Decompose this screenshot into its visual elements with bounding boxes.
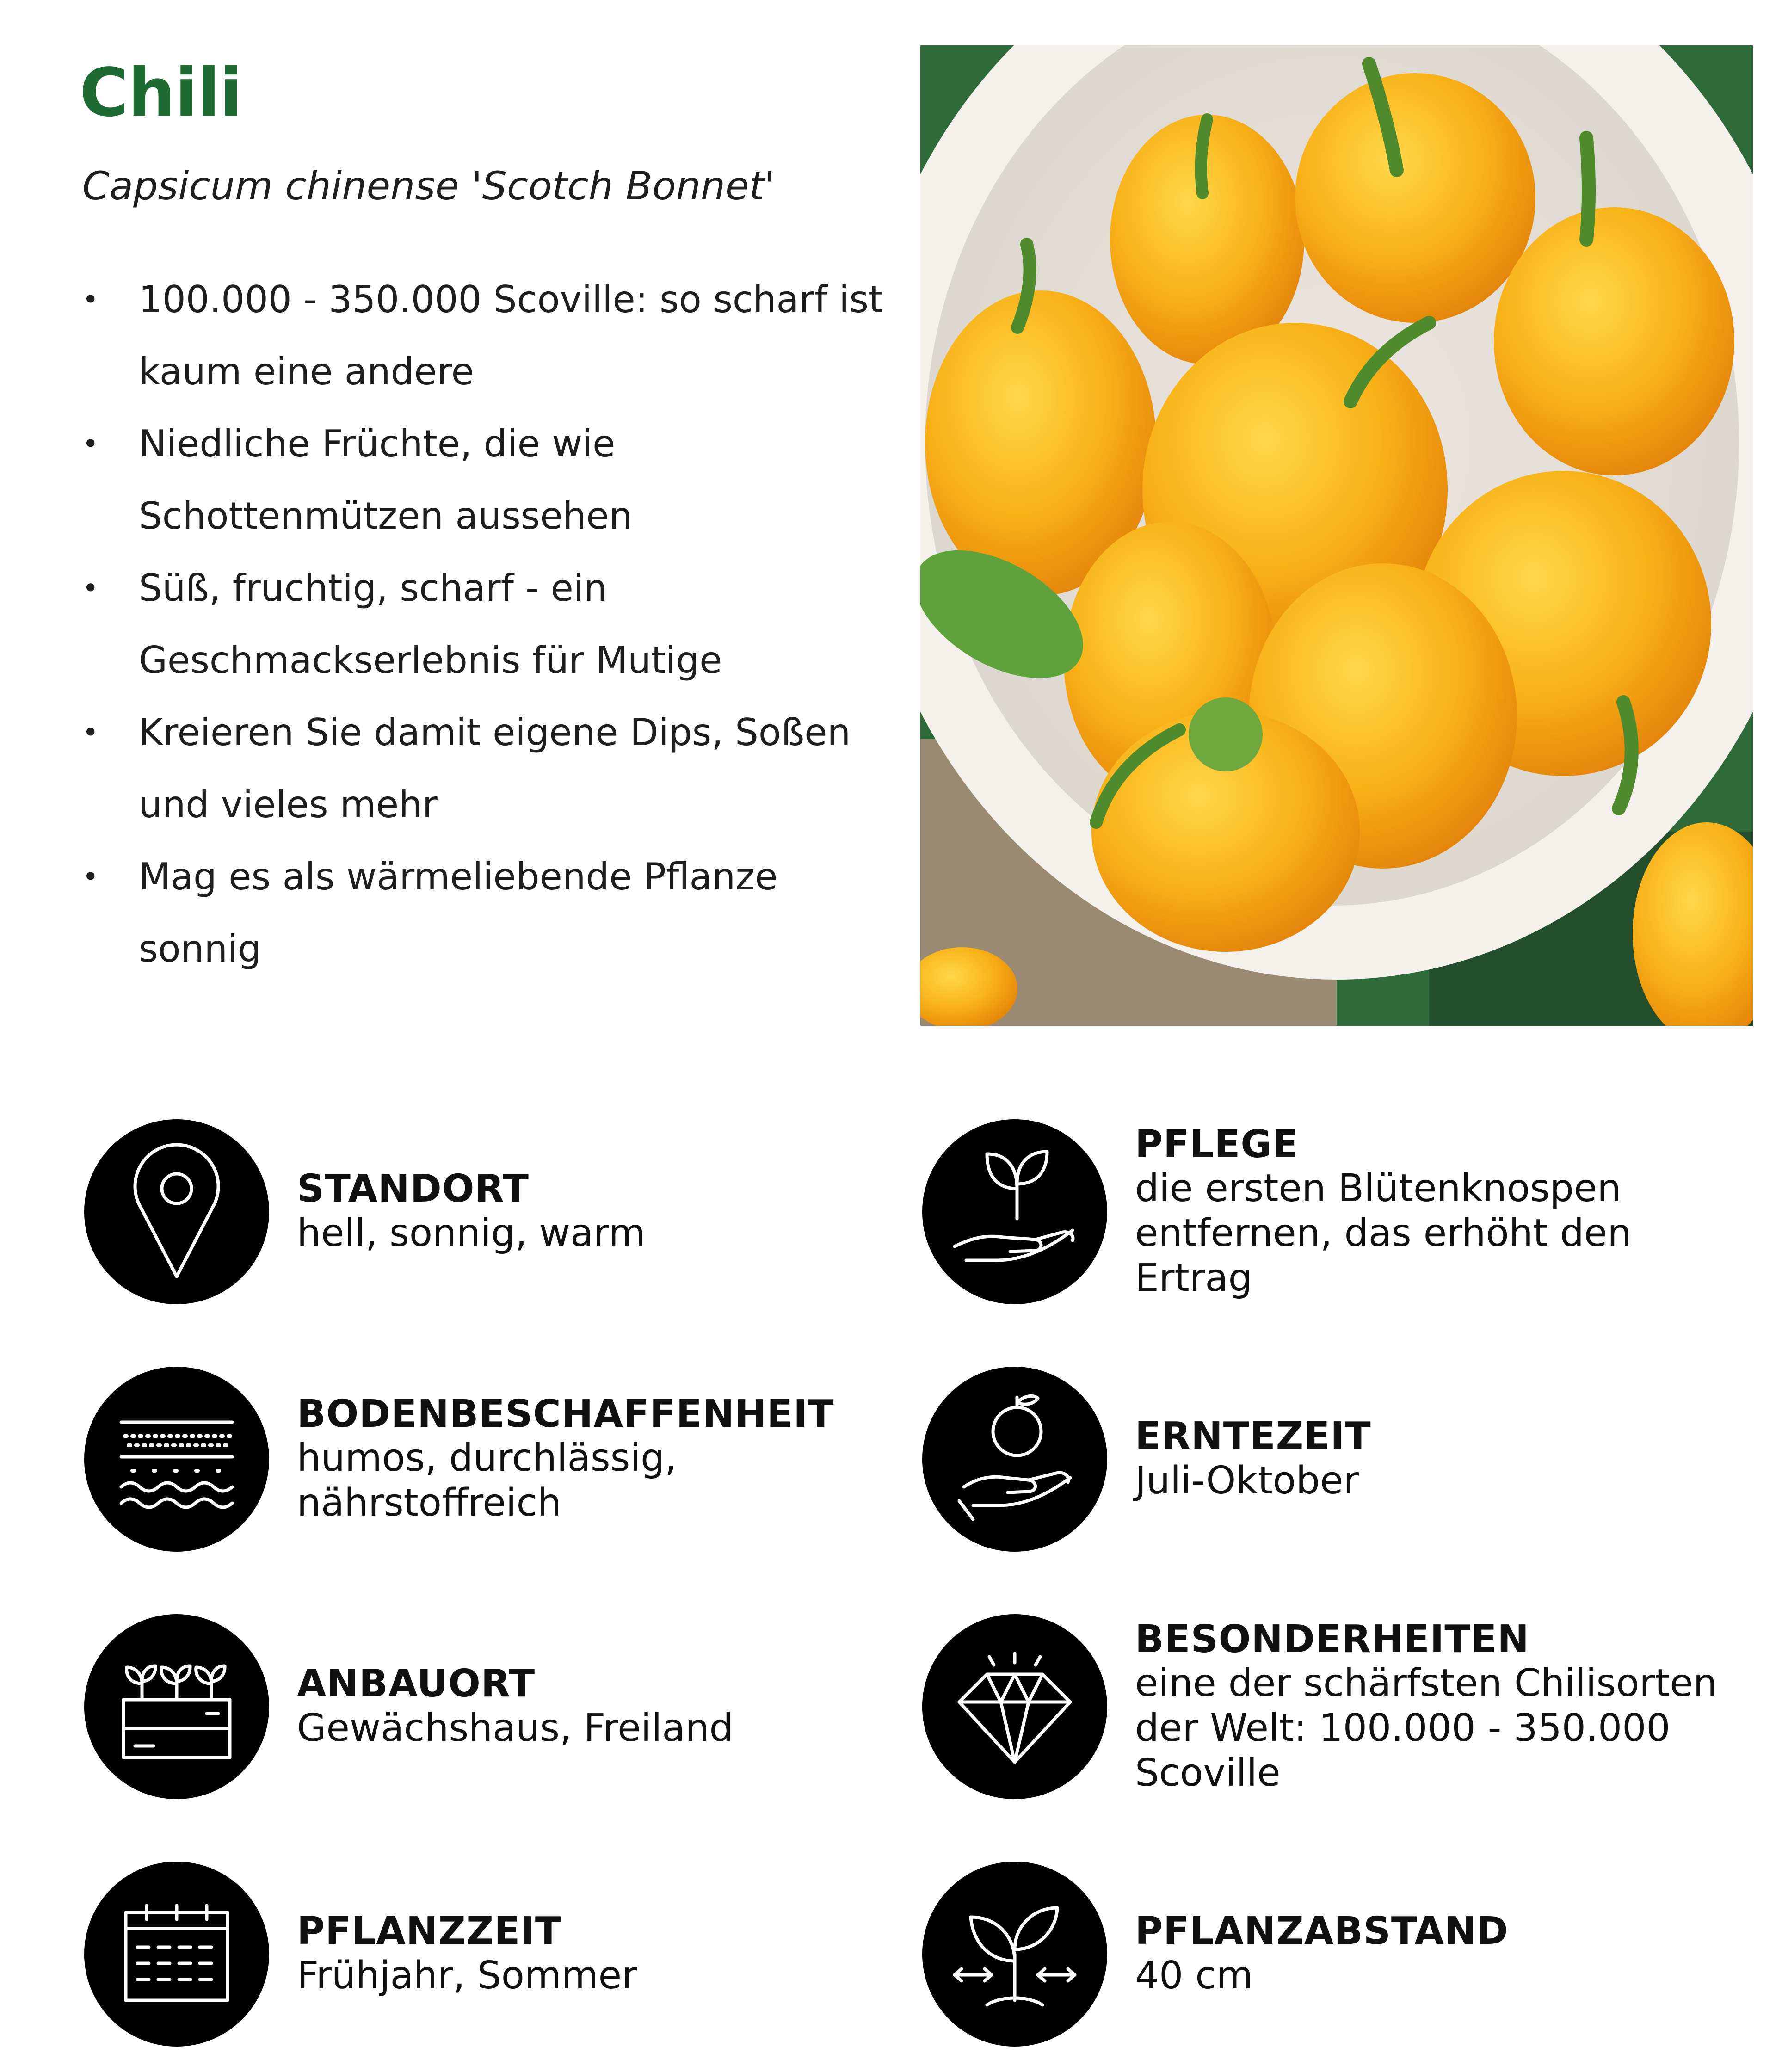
plant-in-hand-icon: [922, 1119, 1107, 1304]
bullet-icon: •: [82, 572, 99, 604]
bullet-icon: •: [82, 716, 99, 749]
botanical-name: Capsicum chinense 'Scotch Bonnet': [82, 163, 775, 209]
bullet-icon: •: [82, 861, 99, 893]
feature-besonderheiten: [922, 1614, 1736, 1799]
feature-label: PFLEGE: [1135, 1122, 1299, 1166]
feature-value: 40 cm: [1135, 1953, 1253, 1998]
feature-value: eine der schärfsten Chilisorten der Welt: 100.000 - 350.000 Scoville: [1135, 1661, 1717, 1795]
product-photo: [920, 45, 1753, 1026]
feature-boden: [84, 1367, 898, 1552]
feature-label: PFLANZABSTAND: [1135, 1909, 1509, 1954]
page-title: Chili: [80, 54, 242, 131]
list-item: • Niedliche Früchte, die wie Schottenmützen aussehen: [79, 408, 911, 552]
feature-anbauort: [84, 1614, 898, 1799]
feature-label: BESONDERHEITEN: [1135, 1617, 1529, 1661]
feature-label: STANDORT: [297, 1167, 529, 1211]
harvest-hand-icon: [922, 1367, 1107, 1552]
list-item: • Süß, fruchtig, scharf - ein Geschmackserlebnis für Mutige: [79, 552, 911, 697]
feature-label: ERNTEZEIT: [1135, 1414, 1371, 1459]
feature-value: hell, sonnig, warm: [297, 1211, 646, 1255]
feature-value: Gewächshaus, Freiland: [297, 1706, 734, 1750]
feature-label: PFLANZZEIT: [297, 1909, 561, 1954]
list-item: • Mag es als wärmeliebende Pflanze sonnig: [79, 841, 911, 985]
feature-value: Frühjahr, Sommer: [297, 1953, 637, 1998]
list-item: • 100.000 - 350.000 Scoville: so scharf ist kaum eine andere: [79, 264, 911, 408]
feature-label: ANBAUORT: [297, 1662, 536, 1706]
feature-pflanzzeit: [84, 1862, 898, 2047]
feature-value: Juli-Oktober: [1135, 1458, 1359, 1503]
feature-pflanzabstand: [922, 1862, 1736, 2047]
feature-list: [79, 264, 911, 985]
list-item: • Kreieren Sie damit eigene Dips, Soßen und vieles mehr: [79, 697, 911, 841]
feature-value: humos, durchlässig, nährstoffreich: [297, 1436, 677, 1525]
diamond-icon: [922, 1614, 1107, 1799]
feature-label: BODENBESCHAFFENHEIT: [297, 1392, 834, 1437]
bullet-icon: •: [82, 428, 99, 460]
feature-value: die ersten Blütenknospen entfernen, das erhöht den Ertrag: [1135, 1166, 1632, 1300]
plant-spacing-icon: [922, 1862, 1107, 2047]
bullet-icon: •: [82, 284, 99, 316]
location-pin-icon: [84, 1119, 269, 1304]
planter-box-icon: [84, 1614, 269, 1799]
calendar-icon: [84, 1862, 269, 2047]
feature-erntezeit: [922, 1367, 1736, 1552]
feature-pflege: [922, 1119, 1736, 1304]
soil-layers-icon: [84, 1367, 269, 1552]
feature-standort: [84, 1119, 898, 1304]
